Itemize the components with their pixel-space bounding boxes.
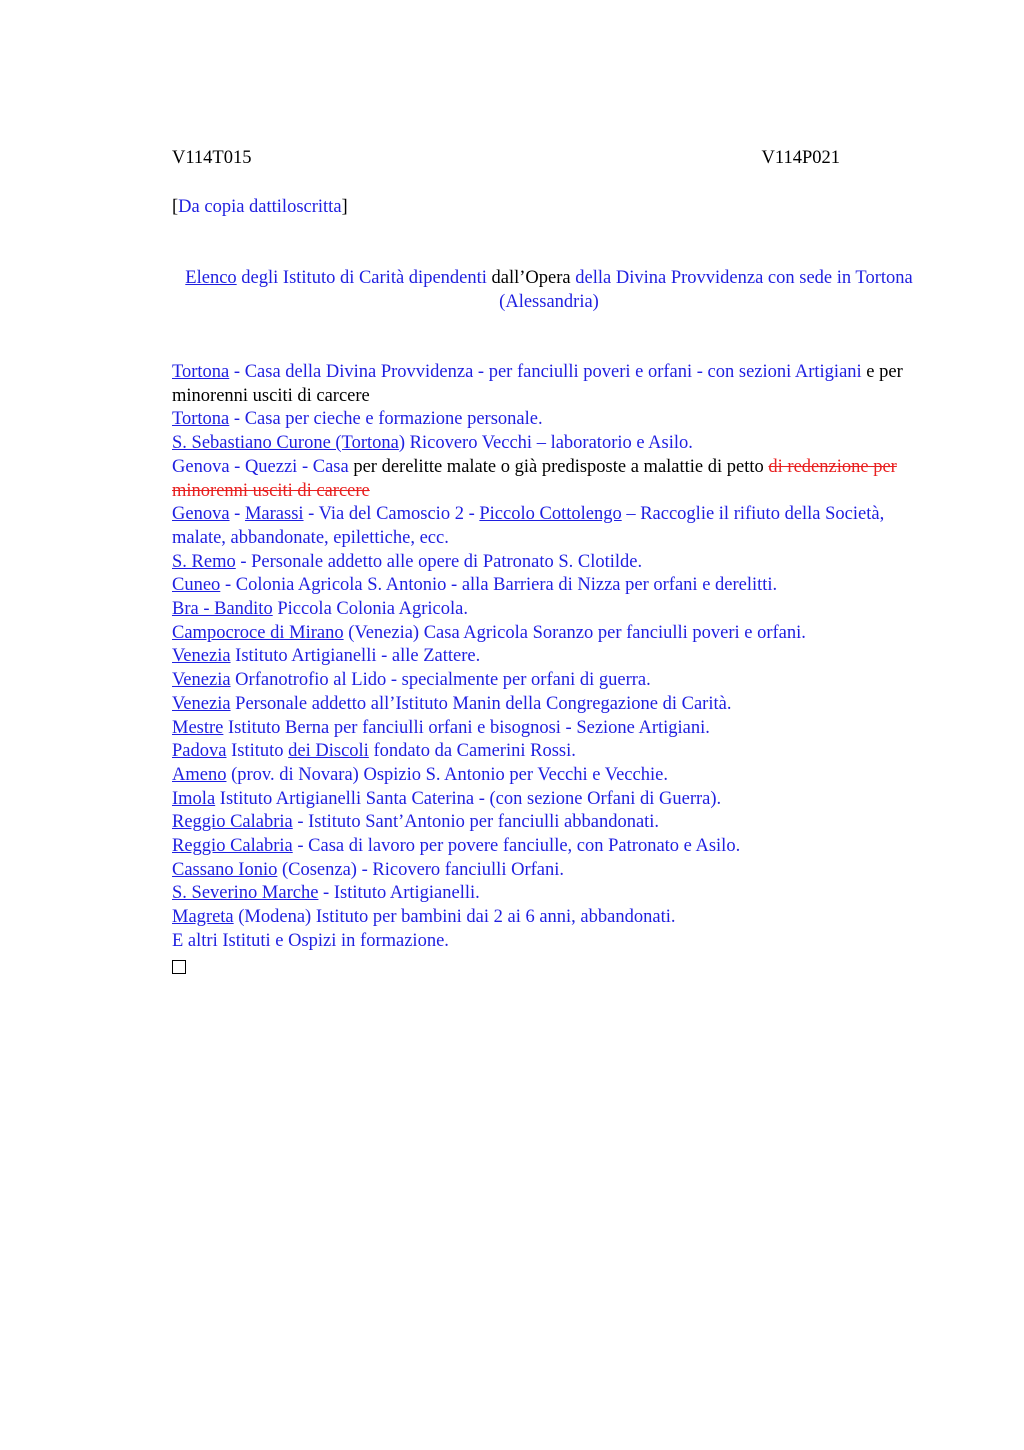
list-item — [172, 598, 912, 622]
institute-name: Piccolo Cottolengo — [479, 504, 622, 525]
place-name: Imola — [172, 788, 216, 809]
place-name: Campocroce di Mirano — [172, 622, 344, 643]
entry-text: fondato da Camerini Rossi. — [368, 741, 576, 762]
source-note-close-bracket: ] — [341, 197, 348, 217]
place-name: Ameno — [172, 764, 227, 785]
list-item — [172, 574, 912, 598]
place-name: Tortona — [172, 362, 230, 382]
title-segment-1: degli Istituto di Carità dipendenti — [236, 268, 492, 288]
title-word-elenco: Elenco — [185, 268, 237, 288]
entry-text: - Casa di lavoro per povere fanciulle, con Patronato e Asilo. — [292, 836, 741, 857]
deleted-text: di redenzione per minorenni usciti di carcere — [172, 456, 897, 501]
entry-text: Personale addetto all’Istituto Manin della Congregazione di Carità. — [230, 693, 732, 714]
entry-text: (Cosenza) - Ricovero fanciulli Orfani. — [277, 859, 564, 880]
institutes-list — [172, 361, 912, 981]
list-item — [172, 408, 912, 432]
place-name: Venezia — [172, 693, 231, 714]
entry-text: (Modena) Istituto per bambini dai 2 ai 6 anni, abbandonati. — [233, 907, 676, 928]
list-item — [172, 835, 912, 859]
entry-text: Istituto Berna per fanciulli orfani e bisognosi - Sezione Artigiani. — [223, 717, 710, 738]
place-name: Venezia — [172, 646, 231, 667]
list-item — [172, 432, 912, 456]
list-item — [172, 693, 912, 717]
entry-text-black: e per minorenni usciti di carcere — [172, 362, 903, 406]
title-segment-2: della Divina Provvidenza con sede in Tortona (Alessandria) — [499, 268, 913, 312]
place-name: Reggio Calabria — [172, 812, 293, 833]
entry-text: - Istituto Sant’Antonio per fanciulli abbandonati. — [292, 812, 660, 833]
entry-text: Istituto Artigianelli - alle Zattere. — [230, 646, 481, 667]
list-item — [172, 456, 912, 503]
list-item — [172, 859, 912, 883]
source-note — [172, 196, 348, 218]
document-title — [172, 266, 926, 314]
place-name: Padova — [172, 741, 227, 762]
entry-text-black: per derelitte malate o già predisposte a malattie di petto — [348, 456, 769, 477]
entry-text: Piccola Colonia Agricola. — [272, 599, 468, 620]
entry-text: - Colonia Agricola S. Antonio - alla Barriera di Nizza per orfani e derelitti. — [220, 575, 778, 596]
place-name: Genova — [172, 504, 230, 525]
source-note-text: Da copia dattiloscritta — [178, 197, 342, 217]
entry-text: - Personale addetto alle opere di Patronato S. Clotilde. — [235, 551, 643, 572]
entry-text: E altri Istituti e Ospizi in formazione. — [172, 930, 449, 951]
entry-text: Orfanotrofio al Lido - specialmente per orfani di guerra. — [230, 670, 651, 691]
entry-text: - Via del Camoscio 2 - — [303, 504, 480, 525]
place-name: Cuneo — [172, 575, 221, 596]
entry-text: (Venezia) Casa Agricola Soranzo per fanciulli poveri e orfani. — [343, 622, 806, 643]
list-item — [172, 361, 912, 408]
place-name: Genova - Quezzi - Casa — [172, 456, 349, 477]
place-name: Tortona — [172, 409, 230, 430]
place-name: Magreta — [172, 907, 234, 928]
list-item — [172, 930, 912, 954]
place-name: Reggio Calabria — [172, 836, 293, 857]
place-name: Marassi — [244, 504, 304, 525]
list-item — [172, 717, 912, 741]
list-item — [172, 811, 912, 835]
entry-text: - Istituto Artigianelli. — [318, 883, 480, 904]
list-item — [172, 906, 912, 930]
entry-text: - Casa per cieche e formazione personale. — [229, 409, 543, 430]
entry-text: Istituto Artigianelli Santa Caterina - (con sezione Orfani di Guerra). — [215, 788, 722, 809]
end-marker — [172, 954, 912, 982]
entry-text: - Casa della Divina Provvidenza - per fanciulli poveri e orfani - con sezioni Artigiani — [229, 362, 862, 382]
entry-text: - — [229, 504, 245, 525]
document-code-left: V114T015 — [172, 148, 252, 168]
title-segment-opera: dall’Opera — [491, 268, 571, 288]
list-item — [172, 622, 912, 646]
list-item — [172, 740, 912, 764]
list-item — [172, 645, 912, 669]
place-name: Cassano Ionio — [172, 859, 278, 880]
entry-text: Istituto — [226, 741, 289, 762]
checkbox-square-icon — [172, 960, 186, 974]
place-name: S. Remo — [172, 551, 236, 572]
list-item — [172, 764, 912, 788]
list-item — [172, 882, 912, 906]
place-name: Mestre — [172, 717, 224, 738]
institute-name: dei Discoli — [288, 741, 369, 762]
source-note-open-bracket: [ — [172, 197, 179, 217]
entry-text: Ricovero Vecchi – laboratorio e Asilo. — [405, 433, 693, 454]
place-name: S. Sebastiano Curone (Tortona — [172, 433, 399, 454]
list-item — [172, 669, 912, 693]
entry-text: (prov. di Novara) Ospizio S. Antonio per Vecchi e Vecchie. — [226, 764, 668, 785]
list-item — [172, 788, 912, 812]
entry-text: – Raccoglie il rifiuto della Società, malate, abbandonate, epilettiche, ecc. — [172, 504, 885, 548]
document-header — [172, 147, 840, 169]
document-code-right: V114P021 — [761, 148, 840, 168]
place-name: Venezia — [172, 670, 231, 691]
entry-text-paren: ) — [398, 433, 406, 454]
place-name: S. Severino Marche — [172, 883, 319, 904]
place-name: Bra - Bandito — [172, 599, 273, 620]
list-item — [172, 503, 912, 550]
list-item — [172, 551, 912, 575]
